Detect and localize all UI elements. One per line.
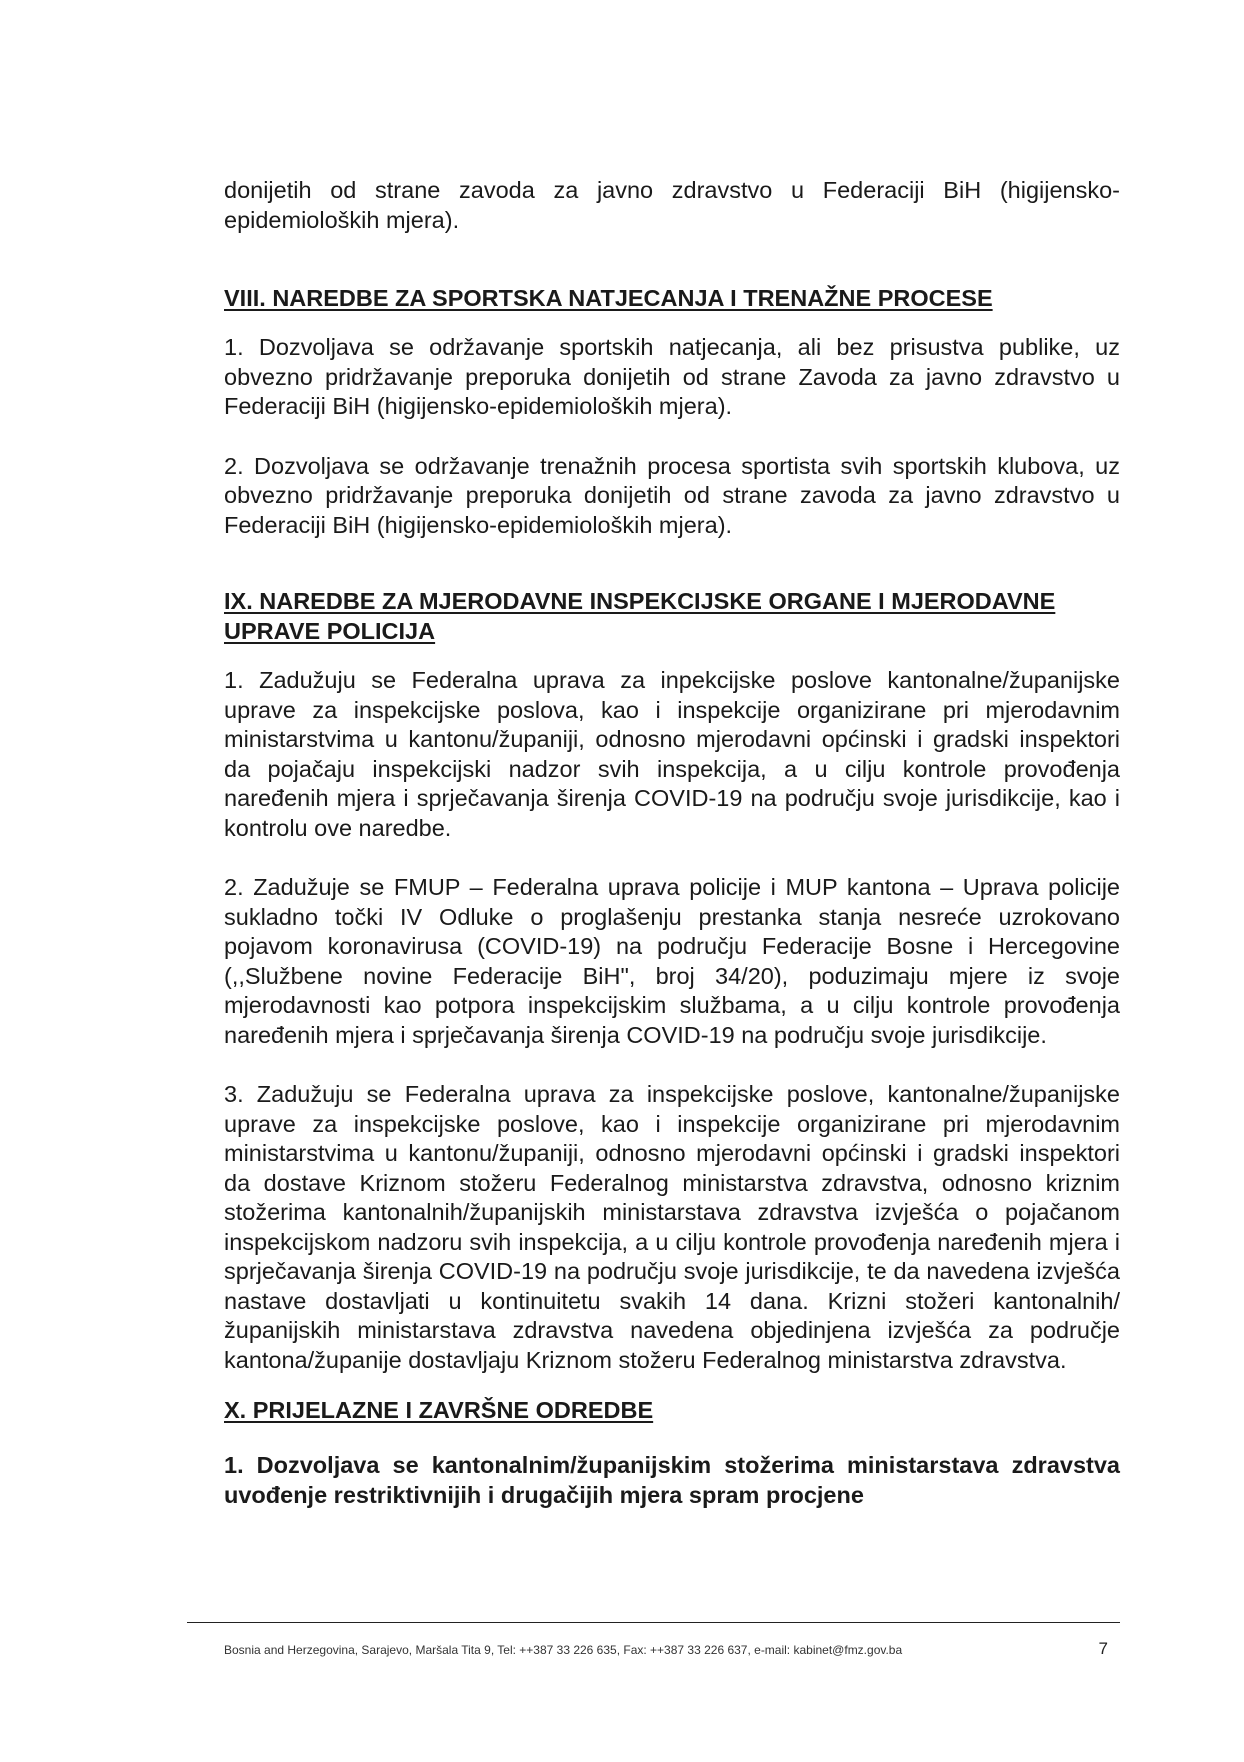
- section-viii-heading: VIII. NAREDBE ZA SPORTSKA NATJECANJA I TRENAŽNE PROCESE: [224, 285, 993, 311]
- section-ix-item-2: 2. Zadužuje se FMUP – Federalna uprava policije i MUP kantona – Uprava policije sukladno točki IV Odluke o proglašenju prestanka stanja nesreće uzrokovano pojavom koronavirusa (COVID-19) na području Federacije Bosne i Hercegovine (,,Službene novine Federacije BiH", broj 34/20), poduzimaju mjere iz svoje mjerodavnosti kao potpora inspekcijskim službama, a u cilju kontrole provođenja naređenih mjera i sprječavanja širenja COVID-19 na području svoje jurisdikcije.: [224, 874, 1120, 1048]
- section-ix-heading: IX. NAREDBE ZA MJERODAVNE INSPEKCIJSKE ORGANE I MJERODAVNE UPRAVE POLICIJA: [224, 588, 1056, 644]
- page-number: 7: [1098, 1639, 1108, 1658]
- section-viii-item-2: 2. Dozvoljava se održavanje trenažnih procesa sportista svih sportskih klubova, uz obvezno pridržavanje preporuka donijetih od strane zavoda za javno zdravstvo u Federaciji BiH (higijensko-epidemioloških mjera).: [224, 452, 1120, 538]
- section-x-item-1: 1. Dozvoljava se kantonalnim/županijskim stožerima ministarstava zdravstva uvođenje restriktivnijih i drugačijih mjera spram procjene: [224, 1452, 1120, 1508]
- document-body: [224, 176, 1120, 1510]
- page-footer: [224, 1639, 1120, 1658]
- section-ix-item-1: 1. Zadužuju se Federalna uprava za inpekcijske poslove kantonalne/županijske uprave za inspekcijske poslova, kao i inspekcije organizirane pri mjerodavnim ministarstvima u kantonu/županiji, odnosno mjerodavni općinski i gradski inspektori da pojačaju inspekcijski nadzor svih inspekcija, a u cilju kontrole provođenja naređenih mjera i sprječavanja širenja COVID-19 na području svoje jurisdikcije, kao i kontrolu ove naredbe.: [224, 667, 1120, 841]
- section-viii-item-1: 1. Dozvoljava se održavanje sportskih natjecanja, ali bez prisustva publike, uz obvezno pridržavanje preporuka donijetih od strane Zavoda za javno zdravstvo u Federaciji BiH (higijensko-epidemioloških mjera).: [224, 334, 1120, 419]
- intro-paragraph: donijetih od strane zavoda za javno zdravstvo u Federaciji BiH (higijensko-epidemioloških mjera).: [224, 177, 1120, 233]
- section-ix-item-3: 3. Zadužuju se Federalna uprava za inspekcijske poslove, kantonalne/županijske uprave za inspekcijske poslove, kao i inspekcije organizirane pri mjerodavnim ministarstvima u kantonu/županiji, odnosno mjerodavni općinski i gradski inspektori da dostave Kriznom stožeru Federalnog ministarstva zdravstva, odnosno kriznim stožerima kantonalnih/županijskih ministarstava zdravstva izvješća o pojačanom inspekcijskom nadzoru svih inspekcija, a u cilju kontrole provođenja naređenih mjera i sprječavanja širenja COVID-19 na području svoje jurisdikcije, te da navedena izvješća nastave dostavljati u kontinuitetu svakih 14 dana. Krizni stožeri kantonalnih/županijskih ministarstava zdravstva navedena objedinjena izvješća za područje kantona/županije dostavljaju Kriznom stožeru Federalnog ministarstva zdravstva.: [224, 1081, 1120, 1373]
- footer-divider: [187, 1622, 1120, 1623]
- footer-address: Bosnia and Herzegovina, Sarajevo, Maršala Tita 9, Tel: ++387 33 226 635, Fax: ++387 33 226 637, e-mail: kabinet@fmz.gov.ba: [224, 1643, 903, 1657]
- section-x-heading: X. PRIJELAZNE I ZAVRŠNE ODREDBE: [224, 1397, 654, 1423]
